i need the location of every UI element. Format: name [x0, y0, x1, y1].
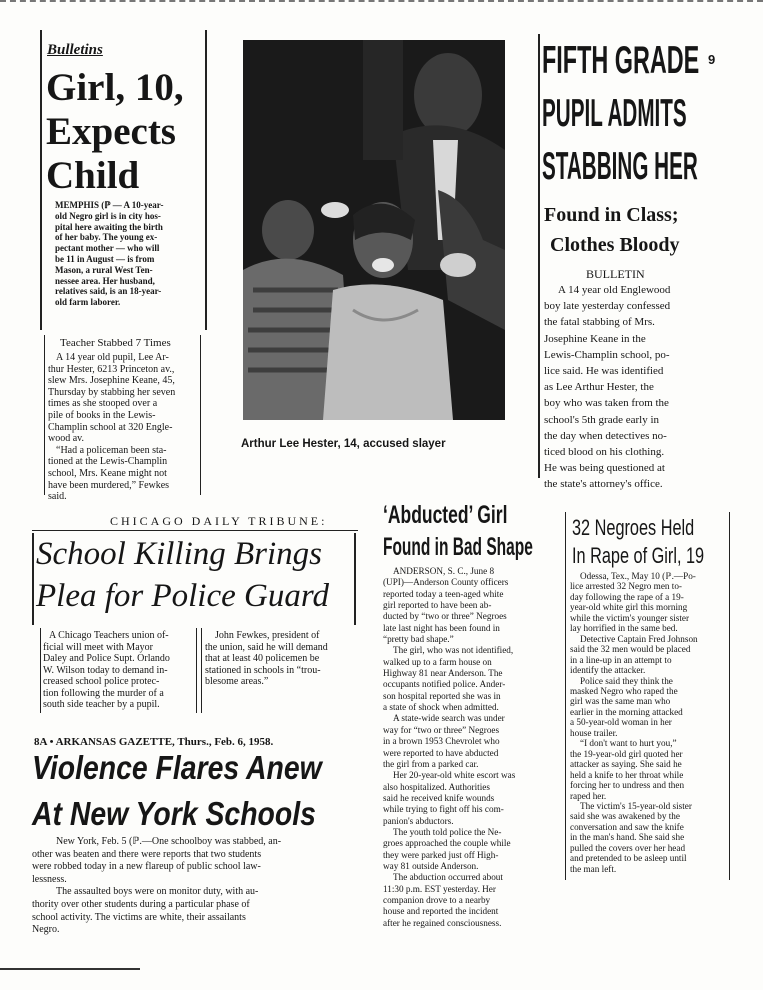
body-line: Her 20-year-old white escort was	[393, 770, 516, 781]
body-line: John Fewkes, president of	[215, 630, 320, 641]
body-line: school activity. The victims are white, their assailants	[32, 911, 246, 923]
body-line: said he received knife wounds	[383, 792, 495, 803]
bulletins-label: Bulletins	[47, 42, 103, 58]
teacher-body	[48, 352, 198, 503]
tribune-headline-border-left	[32, 533, 34, 625]
body-line: Detective Captain Fred Johnson	[580, 633, 698, 644]
body-line: the fatal stabbing of Mrs.	[544, 316, 655, 329]
headline-line: Plea for Police Guard	[36, 578, 329, 614]
page-number: 9	[708, 52, 716, 67]
page-bottom-edge	[0, 968, 140, 970]
body-line: The girl, who was not identified,	[393, 645, 514, 656]
body-line: have been murdered,” Fewkes	[48, 479, 170, 491]
tribune-col-border-left	[40, 628, 41, 713]
body-line: said.	[48, 491, 67, 503]
tribune-col-divider-a	[196, 628, 197, 713]
arkansas-body	[32, 836, 350, 937]
body-line: school, Mrs. Keane might not	[48, 467, 167, 479]
body-line: panion's abductors.	[383, 815, 454, 826]
body-line: A 14 year old Englewood	[558, 284, 671, 296]
body-line: as Lee Arthur Hester, the	[544, 381, 654, 394]
tribune-right-column	[205, 630, 355, 688]
body-line: companion drove to a nearby	[383, 894, 491, 905]
body-line: south side teacher by a pupil.	[43, 699, 160, 710]
body-line: MEMPHIS (ℙ — A 10-year-	[55, 200, 164, 210]
body-line: creased school police protec-	[43, 676, 160, 687]
tribune-headline-border-right	[354, 533, 356, 625]
headline-line: School Killing Brings	[36, 536, 323, 572]
body-line: ticed blood on his clothing.	[544, 446, 665, 459]
body-line: walked up to a farm house on	[383, 656, 492, 667]
body-line: 11:30 p.m. EST yesterday. Her	[383, 883, 496, 894]
body-line: W. Wilson today to demand in-	[43, 664, 168, 676]
body-line: the girl from a parked car.	[383, 758, 479, 769]
tribune-left-column	[43, 630, 195, 711]
body-line: Negro.	[32, 924, 60, 936]
body-line: He was being questioned at	[544, 462, 665, 475]
body-line: ficial will meet with Mayor	[43, 641, 153, 653]
body-line: year-old white girl this morning	[570, 602, 688, 613]
body-line: after he regained consciousness.	[383, 917, 502, 928]
body-line: Daley and Police Supt. Orlando	[43, 653, 170, 664]
fifth-grade-body	[544, 282, 704, 493]
body-line: in a line-up in an attempt to	[570, 654, 672, 665]
body-line: conversation and saw the knife	[570, 821, 684, 832]
tribune-col-divider-b	[201, 628, 202, 713]
body-line: A 14 year old pupil, Lee Ar-	[56, 352, 169, 363]
page-top-edge	[0, 0, 763, 5]
body-line: lay horrified in the same bed.	[570, 623, 678, 634]
body-line: lice said. He was identified	[544, 365, 664, 378]
body-line: the 19-year-old girl quoted her	[570, 748, 683, 759]
headline-line: 32 Negroes Held	[572, 515, 695, 540]
bulletin-box-border-right	[205, 30, 207, 330]
body-line: the union, said he will demand	[205, 641, 328, 653]
body-line: Thursday by stabbing her seven	[48, 386, 176, 398]
body-line: The victim's 15-year-old sister	[580, 800, 692, 811]
body-line: a state of shock when admitted.	[383, 702, 499, 713]
body-line: lessness.	[32, 873, 67, 885]
body-line: Highway 81 near Anderson. The	[383, 668, 503, 679]
body-line: earlier in the morning attacked	[570, 706, 683, 717]
fifth-grade-subhead	[544, 200, 679, 260]
body-line: nessee area. Her husband,	[55, 275, 155, 286]
body-line: girl was the same man who	[570, 696, 671, 707]
body-line: New York, Feb. 5 (ℙ.—One schoolboy was stabbed, an-	[56, 836, 282, 847]
body-line: Josephine Keane in the	[544, 332, 646, 345]
body-line: be 11 in August — is from	[55, 253, 155, 264]
tribune-rule-top	[32, 530, 358, 531]
body-line: thur Hester, 6213 Princeton av.,	[48, 363, 175, 375]
body-line: in a brown 1953 Chevrolet who	[383, 736, 500, 747]
headline-line: PUPIL ADMITS	[542, 92, 687, 135]
body-line: A Chicago Teachers union of-	[49, 630, 169, 641]
body-line: lice arrested 32 Negro men to-	[570, 581, 682, 592]
body-line: A state-wide search was under	[393, 713, 505, 724]
body-line: the state's attorney's office.	[544, 478, 663, 491]
body-line: also hospitalized. Authorities	[383, 781, 490, 792]
body-line: ducted by “two or three” Negroes	[383, 611, 507, 622]
body-line: wood av.	[48, 433, 85, 445]
photo-caption: Arthur Lee Hester, 14, accused slayer	[241, 438, 446, 450]
body-line: The youth told police the Ne-	[393, 826, 502, 837]
negroes-headline	[572, 514, 751, 570]
fifth-grade-border-left	[538, 34, 540, 478]
body-line: identify the attacker.	[570, 665, 646, 676]
body-line: held a knife to her throat while	[570, 769, 684, 780]
body-line: occupants notified police. Ander-	[383, 679, 506, 690]
teacher-box-border-left	[44, 335, 45, 495]
body-line: boy who was taken from the	[544, 397, 669, 410]
body-line: were robbed today in a new flareup of public school law-	[32, 861, 261, 873]
body-line: Champlin school at 320 Engle-	[48, 421, 173, 433]
body-line: old farm laborer.	[55, 297, 121, 308]
bulletin-box-border-left	[40, 30, 42, 330]
body-line: day following the rape of a 19-	[570, 591, 684, 602]
body-line: relatives said, is an 18-year-	[55, 286, 162, 297]
body-line: pile of books in the Lewis-	[48, 409, 156, 421]
bulletin-label: BULLETIN	[586, 267, 645, 281]
body-line: Mason, a rural West Ten-	[55, 264, 153, 275]
headline-line: In Rape of Girl, 19	[572, 543, 705, 568]
arkansas-dateline: 8A • ARKANSAS GAZETTE, Thurs., Feb. 6, 1958.	[34, 736, 274, 748]
body-line: tioned at the Lewis-Champlin	[48, 456, 168, 468]
body-line: reported today a teen-aged white	[383, 588, 504, 599]
body-line: of her baby. The young ex-	[55, 232, 158, 243]
body-line: times as she stooped over a	[48, 398, 158, 410]
body-line: slew Mrs. Josephine Keane, 45,	[48, 375, 175, 387]
body-line: forcing her to undress and then	[570, 780, 685, 791]
negroes-border-left	[565, 512, 566, 880]
body-line: they were parked just off High-	[383, 849, 499, 860]
tribune-masthead: CHICAGO DAILY TRIBUNE:	[110, 514, 328, 528]
body-line: in the man's hand. She said she	[570, 832, 685, 843]
bulletin-headline-line: Girl, 10,	[46, 66, 184, 109]
body-line: while the victim's younger sister	[570, 612, 690, 623]
body-line: The assaulted boys were on monitor duty, with au-	[56, 886, 259, 898]
body-line: Lewis-Champlin school, po-	[544, 348, 670, 361]
body-line: pulled the covers over her head	[570, 842, 686, 853]
body-line: other was beaten and there were reports that two students	[32, 848, 262, 860]
headline-line: Found in Bad Shape	[383, 533, 533, 561]
body-line: “Had a policeman been sta-	[56, 444, 167, 456]
body-line: Police said they think the	[580, 675, 673, 686]
body-line: the man left.	[570, 863, 617, 874]
fifth-grade-headline	[542, 38, 763, 197]
body-line: masked Negro who raped the	[570, 685, 678, 696]
news-photo-art	[243, 40, 505, 420]
headline-line: Violence Flares Anew	[32, 749, 322, 786]
headline-line: At New York Schools	[32, 795, 316, 832]
headline-line: STABBING HER	[542, 145, 698, 188]
headline-line: ‘Abducted’ Girl	[383, 501, 508, 529]
body-line: “pretty bad shape.”	[383, 634, 454, 645]
body-line: way for “two or three” Negroes	[383, 724, 500, 735]
bulletin-headline	[46, 66, 184, 198]
body-line: that at least 40 policemen be	[205, 653, 320, 664]
body-line: “I don't want to hurt you,”	[580, 738, 677, 749]
news-photo	[243, 40, 505, 420]
body-line: were reported to have abducted	[383, 747, 499, 758]
body-line: son hospital reported she was in	[383, 690, 501, 701]
bulletin-headline-line: Expects	[46, 110, 176, 153]
body-line: said she was awakened by the	[570, 811, 680, 822]
subhead-line: Clothes Bloody	[550, 234, 680, 256]
bulletin-headline-line: Child	[46, 154, 140, 197]
body-line: pital here awaiting the birth	[55, 221, 163, 232]
body-line: ANDERSON, S. C., June 8	[393, 566, 495, 576]
body-line: house and reported the incident	[383, 906, 499, 917]
bulletin-body	[55, 200, 200, 308]
body-line: said the 32 men would be placed	[570, 644, 691, 655]
body-line: and pretended to be asleep until	[570, 853, 687, 864]
tribune-headline	[36, 533, 329, 617]
body-line: boy late yesterday confessed	[544, 300, 671, 313]
body-line: groes approached the couple while	[383, 838, 511, 849]
body-line: old Negro girl is in city hos-	[55, 210, 161, 221]
body-line: tion following the murder of a	[43, 687, 164, 699]
body-line: (UPI)—Anderson County officers	[383, 577, 509, 588]
body-line: while trying to fight off his com-	[383, 804, 504, 815]
teacher-headline: Teacher Stabbed 7 Times	[60, 337, 171, 349]
abducted-body	[383, 566, 543, 929]
body-line: Odessa, Tex., May 10 (ℙ.—Po-	[580, 571, 696, 581]
body-line: house trailer.	[570, 727, 618, 738]
body-line: school's 5th grade early in	[544, 413, 660, 426]
subhead-line: Found in Class;	[544, 204, 679, 226]
body-line: raped her.	[570, 790, 607, 801]
body-line: pectant mother — who will	[55, 243, 160, 254]
body-line: stationed in schools in “trou-	[205, 664, 321, 676]
body-line: The abduction occurred about	[393, 872, 503, 883]
body-line: girl reported to have been ab-	[383, 600, 492, 611]
body-line: thority over other students during a particular phase of	[32, 898, 250, 910]
body-line: a 50-year-old woman in her	[570, 717, 672, 728]
body-line: blesome areas.”	[205, 676, 269, 687]
teacher-box-border-right	[200, 335, 201, 495]
body-line: the day when detectives no-	[544, 429, 667, 442]
body-line: way 81 outside Anderson.	[383, 860, 479, 871]
negroes-body	[570, 571, 728, 874]
arkansas-headline	[32, 748, 369, 840]
body-line: attacker as saying. She said he	[570, 759, 682, 770]
body-line: late last night has been found in	[383, 622, 500, 633]
headline-line: FIFTH GRADE	[542, 39, 700, 82]
